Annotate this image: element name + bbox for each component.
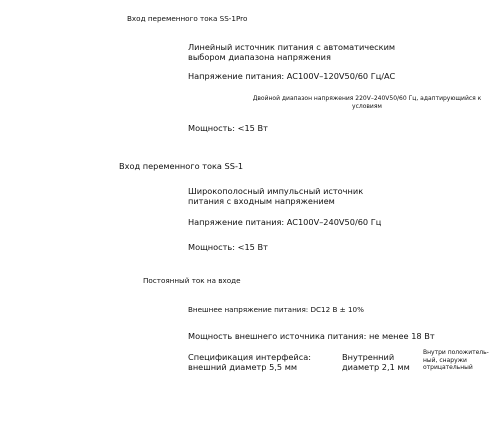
dc-polarity-note: Внутри положитель-ный, снаружи отрицательный: [423, 349, 489, 371]
dc-heading: Постоянный ток на входе: [143, 276, 241, 285]
ac-basic-heading: Вход переменного тока SS-1: [119, 161, 244, 171]
ac-pro-voltage: Напряжение питания: AC100V–120V50/60 Гц/AC: [188, 71, 396, 81]
ac-pro-heading: Вход переменного тока SS-1Pro: [127, 14, 248, 23]
ac-pro-description: Линейный источник питания с автоматическим выбором диапазона напряжения: [188, 42, 396, 63]
ac-pro-voltage-note: Двойной диапазон напряжения 220V–240V50/60 Гц, адаптирующийся к условиям: [252, 95, 482, 110]
dc-ext-power: Мощность внешнего источника питания: не менее 18 Вт: [188, 331, 435, 341]
ac-basic-power: Мощность: <15 Вт: [188, 242, 268, 252]
dc-voltage: Внешнее напряжение питания: DC12 В ± 10%: [188, 305, 364, 314]
ac-basic-voltage: Напряжение питания: AC100V–240V50/60 Гц: [188, 217, 382, 227]
ac-pro-power: Мощность: <15 Вт: [188, 123, 268, 133]
dc-interface-spec: Спецификация интерфейса: внешний диаметр 5,5 мм: [188, 352, 312, 373]
ac-basic-description: Широкополосный импульсный источник питания с входным напряжением: [188, 186, 364, 207]
dc-inner-diameter: Внутренний диаметр 2,1 мм: [342, 352, 410, 373]
